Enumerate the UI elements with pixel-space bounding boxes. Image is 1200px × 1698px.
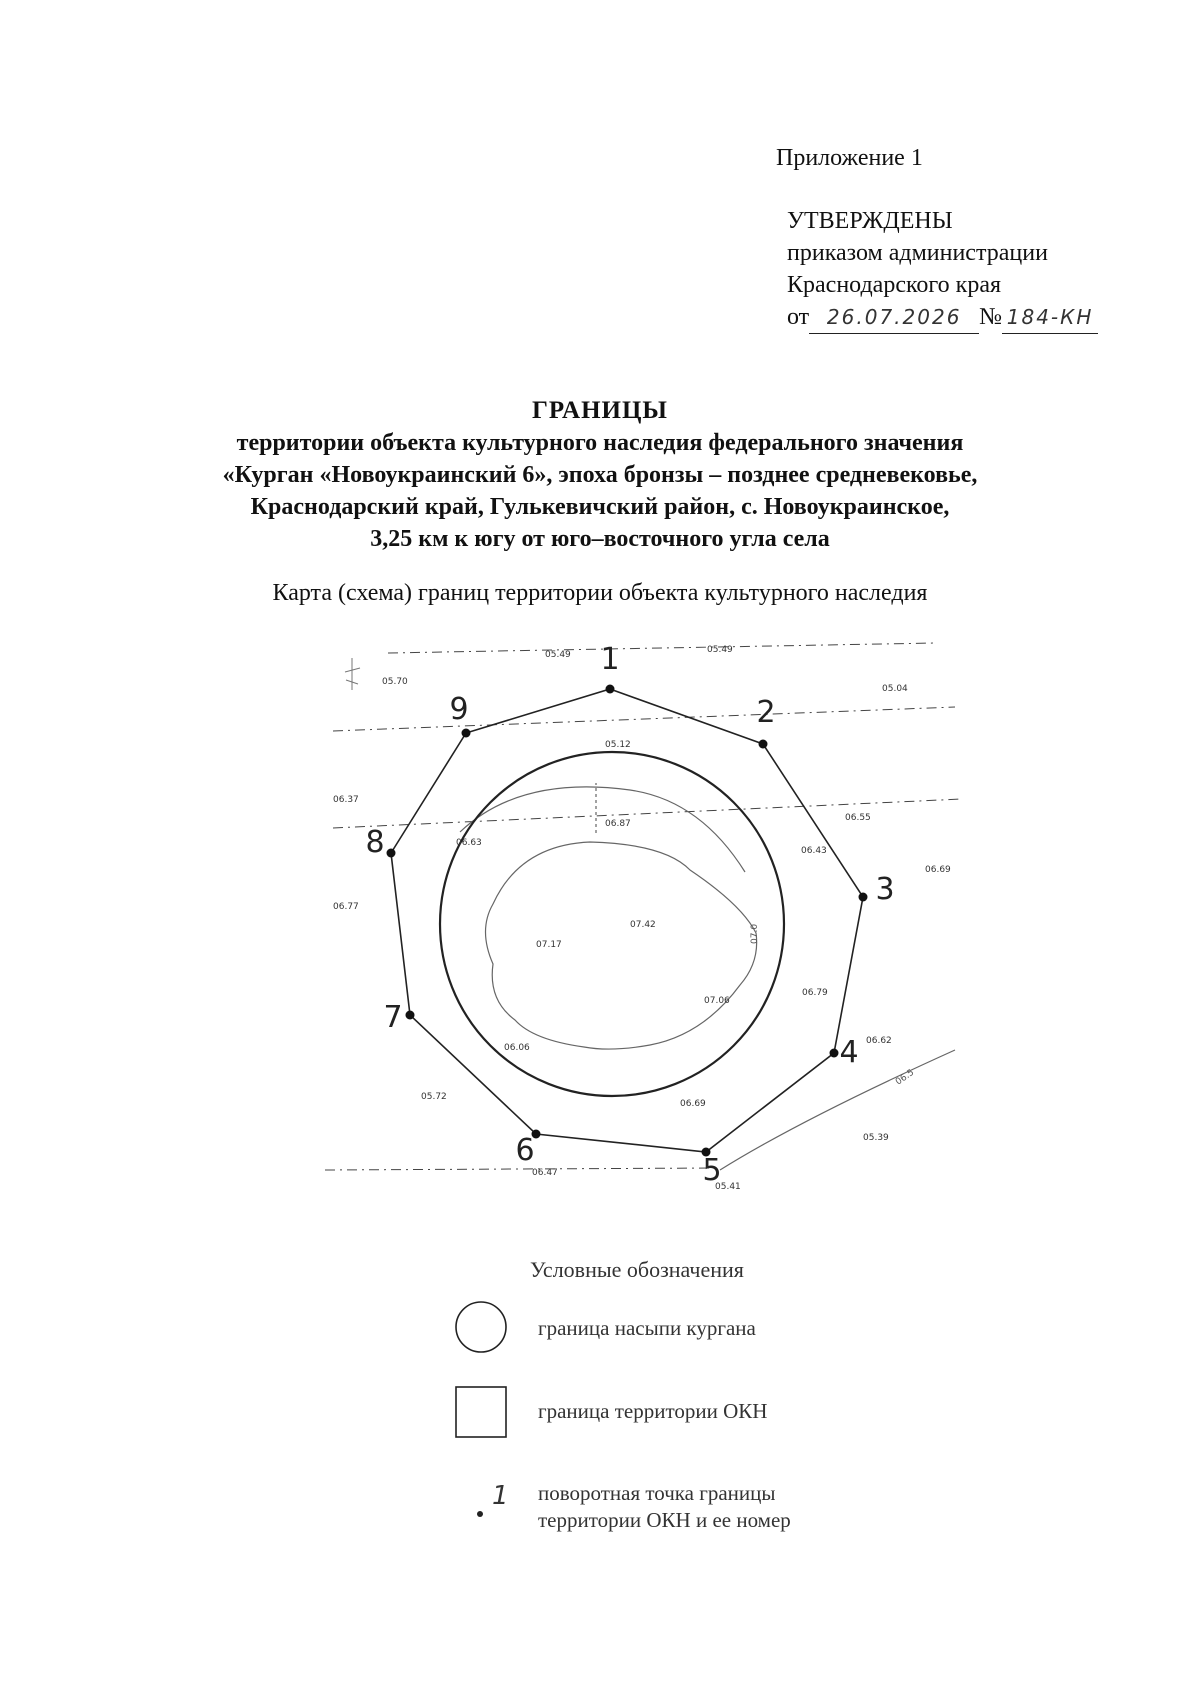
elevation-mark: 06.06 [504, 1043, 530, 1053]
turning-point-number: 1 [600, 642, 620, 677]
elevation-mark: 05.49 [707, 645, 733, 655]
appendix-label: Приложение 1 [776, 145, 923, 171]
legend-point-label-line-1: поворотная точка границы [538, 1481, 776, 1505]
legend-title: Условные обозначения [530, 1257, 744, 1282]
grid-line [388, 643, 935, 653]
elevation-mark: 06.62 [866, 1036, 892, 1046]
okn-territory-boundary [391, 689, 863, 1152]
turning-point-number: 7 [383, 1000, 403, 1035]
elevation-mark: 06.55 [845, 813, 871, 823]
terrain-contours [460, 787, 955, 1170]
turning-point-number: 4 [839, 1035, 859, 1070]
elevation-mark: 06.77 [333, 902, 359, 912]
contour-line [720, 1050, 955, 1170]
elevation-mark: 05.49 [545, 650, 571, 660]
title-line-1: территории объекта культурного наследия федерального значения [236, 430, 964, 456]
approved-by-line-1: приказом администрации [787, 240, 1048, 266]
elevation-mark: 07.06 [704, 996, 730, 1006]
title-line-3: Краснодарский край, Гулькевичский район, с. Новоукраинское, [250, 494, 950, 520]
contour-line [460, 787, 745, 872]
elevation-mark: 06.87 [605, 819, 631, 829]
turning-point-number: 2 [756, 695, 776, 730]
grid-line [325, 1168, 715, 1170]
turning-point-marker [462, 729, 471, 738]
handwritten-number: 184-КН [1002, 301, 1098, 334]
elevation-mark: 06.69 [925, 865, 951, 875]
grid-line [333, 707, 955, 731]
legend-circle-icon [452, 1298, 512, 1358]
number-prefix: № [979, 304, 1003, 330]
elevation-mark: 06.43 [801, 846, 827, 856]
elevation-mark: 07.42 [630, 920, 656, 930]
legend-point-label-line-2: территории ОКН и ее номер [538, 1508, 791, 1532]
elevation-mark: 05.70 [382, 677, 408, 687]
elevation-mark: 05.72 [421, 1092, 447, 1102]
title-heading: ГРАНИЦЫ [532, 397, 668, 424]
contour-line [486, 842, 757, 1049]
approved-by-line-2: Краснодарского края [787, 272, 1002, 298]
legend-point-number: 1 [492, 1481, 509, 1511]
turning-point-marker [859, 893, 868, 902]
legend-point-icon [470, 1478, 510, 1528]
elevation-mark: 05.12 [605, 740, 631, 750]
elevation-mark: 06.63 [456, 838, 482, 848]
turning-point-number: 6 [515, 1133, 535, 1168]
elevation-mark: 05.39 [863, 1133, 889, 1143]
turning-point-number: 3 [875, 872, 895, 907]
elevation-mark: 05.41 [715, 1182, 741, 1192]
legend-circle-label: граница насыпи кургана [538, 1316, 756, 1340]
elevation-mark: 06.37 [333, 795, 359, 805]
turning-point-marker [406, 1011, 415, 1020]
mound-boundary-circle [440, 752, 784, 1096]
title-line-2: «Курган «Новоукраинский 6», эпоха бронзы – позднее средневековье, [222, 462, 978, 488]
turning-point-marker [387, 849, 396, 858]
map-caption: Карта (схема) границ территории объекта культурного наследия [272, 580, 928, 606]
title-line-4: 3,25 км к югу от юго–восточного угла села [370, 526, 830, 552]
elevation-mark: 06.47 [532, 1168, 558, 1178]
turning-point-marker [606, 685, 615, 694]
legend-point-label [538, 1480, 791, 1534]
north-arrow-icon [345, 658, 360, 690]
elevation-mark: 07.17 [536, 940, 562, 950]
turning-point-marker [759, 740, 768, 749]
legend-square-label: граница территории ОКН [538, 1399, 768, 1423]
turning-points [365, 642, 894, 1188]
elevation-mark: 06.69 [680, 1099, 706, 1109]
approved-label: УТВЕРЖДЕНЫ [787, 208, 953, 234]
handwritten-date: 26.07.2026 [809, 301, 979, 334]
contour-label: 07.0 [750, 923, 760, 944]
turning-point-number: 8 [365, 825, 385, 860]
turning-point-marker [830, 1049, 839, 1058]
date-prefix: от [787, 304, 810, 330]
elevation-mark: 05.04 [882, 684, 908, 694]
contour-label: 06.5 [893, 1067, 917, 1088]
legend-square-icon [452, 1383, 512, 1443]
turning-point-number: 5 [702, 1153, 722, 1188]
elevation-mark: 06.79 [802, 988, 828, 998]
turning-point-number: 9 [449, 692, 469, 727]
